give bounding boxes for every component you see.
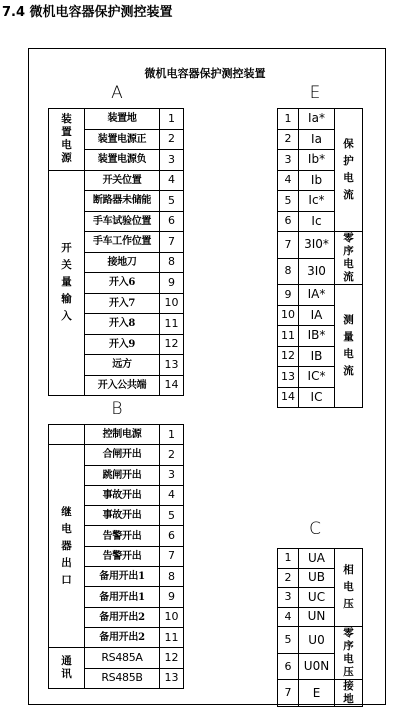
terminal-number: 7 <box>160 546 184 566</box>
signal-name: Ia <box>299 129 335 150</box>
terminal-label: 断路器未储能 <box>85 191 160 212</box>
group-label: 开 关 量 输 入 <box>49 170 85 396</box>
signal-name: IA <box>299 305 335 326</box>
terminal-number: 3 <box>278 588 299 608</box>
terminal-number: 10 <box>160 607 184 627</box>
signal-name: UC <box>299 588 335 608</box>
terminal-label: 事故开出 <box>85 506 160 526</box>
terminal-label: 开入9 <box>85 334 160 355</box>
group-label: 零 序 电 流 <box>335 232 363 285</box>
terminal-number: 1 <box>278 549 299 569</box>
group-label: 测 量 电 流 <box>335 285 363 408</box>
terminal-number: 7 <box>278 680 299 707</box>
signal-name: 3I0 <box>299 258 335 285</box>
terminal-number: 6 <box>278 211 299 232</box>
terminal-number: 13 <box>160 668 184 688</box>
signal-name: UN <box>299 607 335 627</box>
terminal-number: 3 <box>160 465 184 485</box>
terminal-number: 11 <box>160 314 184 335</box>
table-row <box>49 425 184 445</box>
terminal-number: 5 <box>160 191 184 212</box>
group-label: 零 序 电 压 <box>335 627 363 680</box>
terminal-number: 6 <box>160 211 184 232</box>
terminal-number: 3 <box>160 150 184 171</box>
table-row <box>278 549 363 569</box>
terminal-label: 手车工作位置 <box>85 232 160 253</box>
table-row <box>278 109 363 130</box>
terminal-label: 手车试验位置 <box>85 211 160 232</box>
terminal-label: 事故开出 <box>85 485 160 505</box>
terminal-number: 12 <box>278 346 299 367</box>
group-label: 接 地 <box>335 680 363 707</box>
table-c-letter: C <box>309 519 321 539</box>
terminal-number: 4 <box>278 170 299 191</box>
signal-name: U0 <box>299 627 335 654</box>
terminal-table-b <box>48 424 184 689</box>
terminal-number: 11 <box>160 627 184 647</box>
terminal-number: 14 <box>160 375 184 396</box>
signal-name: 3I0* <box>299 232 335 259</box>
terminal-label: 备用开出1 <box>85 567 160 587</box>
signal-name: Ic <box>299 211 335 232</box>
terminal-label: 装置电源负 <box>85 150 160 171</box>
diagram-title: 微机电容器保护测控装置 <box>144 67 266 80</box>
terminal-number: 1 <box>278 109 299 130</box>
signal-name: Ia* <box>299 109 335 130</box>
terminal-label: 告警开出 <box>85 526 160 546</box>
terminal-table-e <box>277 108 363 408</box>
terminal-label: 装置电源正 <box>85 129 160 150</box>
terminal-label: 合闸开出 <box>85 445 160 465</box>
table-a-letter: A <box>111 83 123 103</box>
signal-name: IA* <box>299 285 335 306</box>
terminal-number: 8 <box>278 258 299 285</box>
terminal-number: 11 <box>278 326 299 347</box>
terminal-label: 接地刀 <box>85 252 160 273</box>
table-row <box>49 170 184 191</box>
section-heading: 7.4 微机电容器保护测控装置 <box>2 5 173 20</box>
terminal-number: 3 <box>278 150 299 171</box>
signal-name: IC* <box>299 367 335 388</box>
terminal-number: 2 <box>278 129 299 150</box>
terminal-number: 12 <box>160 648 184 668</box>
terminal-label: 跳闸开出 <box>85 465 160 485</box>
terminal-number: 5 <box>278 191 299 212</box>
terminal-label: 开关位置 <box>85 170 160 191</box>
signal-name: Ib* <box>299 150 335 171</box>
terminal-label: 开入8 <box>85 314 160 335</box>
terminal-number: 5 <box>160 506 184 526</box>
terminal-label: 开入7 <box>85 293 160 314</box>
terminal-label: 远方 <box>85 355 160 376</box>
table-row <box>49 648 184 668</box>
group-label <box>49 425 85 445</box>
terminal-label: 装置地 <box>85 109 160 130</box>
table-e-letter: E <box>309 83 321 103</box>
terminal-label: 控制电源 <box>85 425 160 445</box>
group-label: 相 电 压 <box>335 549 363 627</box>
signal-name: Ic* <box>299 191 335 212</box>
table-row <box>49 445 184 465</box>
terminal-table-c <box>277 548 363 707</box>
table-row <box>278 232 363 259</box>
signal-name: IC <box>299 387 335 408</box>
table-row <box>278 627 363 654</box>
group-label: 通 讯 <box>49 648 85 689</box>
terminal-number: 13 <box>278 367 299 388</box>
terminal-label: 备用开出1 <box>85 587 160 607</box>
table-row <box>278 285 363 306</box>
terminal-number: 6 <box>278 653 299 680</box>
signal-name: Ib <box>299 170 335 191</box>
terminal-number: 2 <box>278 568 299 588</box>
terminal-label: RS485B <box>85 668 160 688</box>
terminal-number: 6 <box>160 526 184 546</box>
signal-name: UA <box>299 549 335 569</box>
terminal-label: 告警开出 <box>85 546 160 566</box>
terminal-number: 7 <box>160 232 184 253</box>
terminal-label: 开入公共端 <box>85 375 160 396</box>
terminal-number: 7 <box>278 232 299 259</box>
terminal-number: 10 <box>278 305 299 326</box>
group-label: 继 电 器 出 口 <box>49 445 85 648</box>
terminal-number: 5 <box>278 627 299 654</box>
terminal-number: 10 <box>160 293 184 314</box>
terminal-number: 9 <box>160 587 184 607</box>
signal-name: E <box>299 680 335 707</box>
table-row <box>278 680 363 707</box>
terminal-label: 开入6 <box>85 273 160 294</box>
terminal-number: 4 <box>278 607 299 627</box>
terminal-number: 12 <box>160 334 184 355</box>
terminal-number: 1 <box>160 109 184 130</box>
group-label: 保 护 电 流 <box>335 109 363 232</box>
terminal-number: 2 <box>160 129 184 150</box>
terminal-label: 备用开出2 <box>85 627 160 647</box>
terminal-label: RS485A <box>85 648 160 668</box>
terminal-number: 2 <box>160 445 184 465</box>
terminal-number: 9 <box>278 285 299 306</box>
terminal-number: 14 <box>278 387 299 408</box>
terminal-number: 9 <box>160 273 184 294</box>
terminal-label: 备用开出2 <box>85 607 160 627</box>
table-row <box>49 109 184 130</box>
signal-name: U0N <box>299 653 335 680</box>
group-label: 装 置 电 源 <box>49 109 85 171</box>
terminal-number: 1 <box>160 425 184 445</box>
terminal-number: 4 <box>160 170 184 191</box>
terminal-number: 8 <box>160 252 184 273</box>
signal-name: IB <box>299 346 335 367</box>
terminal-number: 8 <box>160 567 184 587</box>
signal-name: UB <box>299 568 335 588</box>
terminal-number: 4 <box>160 485 184 505</box>
table-b-letter: B <box>111 399 123 419</box>
terminal-number: 13 <box>160 355 184 376</box>
terminal-table-a <box>48 108 184 396</box>
signal-name: IB* <box>299 326 335 347</box>
